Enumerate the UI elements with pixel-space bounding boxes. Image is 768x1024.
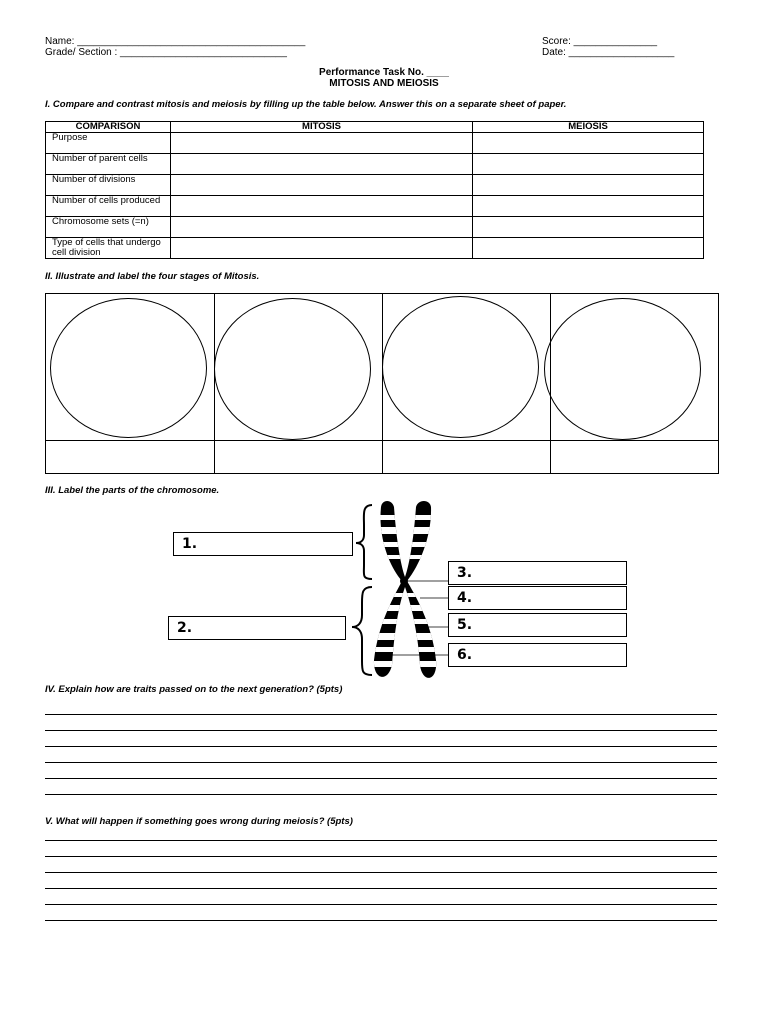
answer-line[interactable] — [45, 904, 717, 905]
part2-instruction: II. Illustrate and label the four stages of Mitosis. — [45, 271, 260, 282]
label-box-5[interactable]: 5. — [448, 613, 627, 637]
mitosis-stages-grid — [45, 293, 719, 474]
meiosis-answer-cell[interactable] — [473, 175, 704, 196]
table-header-row — [46, 122, 704, 133]
table-row — [46, 154, 704, 175]
answer-line[interactable] — [45, 714, 717, 715]
mitosis-answer-cell[interactable] — [171, 175, 473, 196]
centromere — [400, 577, 408, 585]
score-field[interactable]: Score: _______________ — [542, 36, 658, 47]
mitosis-answer-cell[interactable] — [171, 217, 473, 238]
part5-instruction: V. What will happen if something goes wrong during meiosis? (5pts) — [45, 816, 353, 827]
answer-line[interactable] — [45, 872, 717, 873]
stage-label-cell[interactable] — [214, 441, 382, 474]
label-box-1[interactable]: 1. — [173, 532, 353, 556]
table-row — [46, 217, 704, 238]
chromosome-diagram — [0, 495, 768, 715]
answer-line[interactable] — [45, 888, 717, 889]
row-label: Number of cells produced — [46, 196, 171, 217]
meiosis-answer-cell[interactable] — [473, 217, 704, 238]
stage-drawing-circle[interactable] — [382, 296, 539, 438]
table-row — [46, 133, 704, 154]
stage-label-cell[interactable] — [382, 441, 550, 474]
part3-instruction: III. Label the parts of the chromosome. — [45, 485, 220, 496]
column-header: MITOSIS — [171, 122, 473, 133]
row-label: Chromosome sets (=n) — [46, 217, 171, 238]
meiosis-answer-cell[interactable] — [473, 133, 704, 154]
table-row — [46, 238, 704, 259]
date-field[interactable]: Date: ___________________ — [542, 47, 675, 58]
part4-instruction: IV. Explain how are traits passed on to the next generation? (5pts) — [45, 684, 343, 695]
stage-label-cell[interactable] — [550, 441, 718, 474]
mitosis-answer-cell[interactable] — [171, 196, 473, 217]
row-label: Number of divisions — [46, 175, 171, 196]
label-box-4[interactable]: 4. — [448, 586, 627, 610]
lower-arm-brace — [352, 587, 372, 675]
stage-label-cell[interactable] — [46, 441, 214, 474]
table-row — [46, 175, 704, 196]
part1-instruction: I. Compare and contrast mitosis and meiosis by filling up the table below. Answer this on a separate sheet of paper. — [45, 99, 567, 110]
stage-drawing-circle[interactable] — [544, 298, 701, 440]
label-box-2[interactable]: 2. — [168, 616, 346, 640]
label-box-6[interactable]: 6. — [448, 643, 627, 667]
mitosis-answer-cell[interactable] — [171, 238, 473, 259]
meiosis-answer-cell[interactable] — [473, 238, 704, 259]
table-row — [46, 196, 704, 217]
stage-drawing-circle[interactable] — [214, 298, 371, 440]
page-title: MITOSIS AND MEIOSIS — [329, 78, 439, 89]
meiosis-answer-cell[interactable] — [473, 196, 704, 217]
answer-line[interactable] — [45, 762, 717, 763]
comparison-table — [45, 121, 704, 259]
answer-line[interactable] — [45, 794, 717, 795]
task-title: Performance Task No. ____ — [319, 67, 449, 78]
answer-line[interactable] — [45, 856, 717, 857]
answer-line[interactable] — [45, 778, 717, 779]
mitosis-answer-cell[interactable] — [171, 133, 473, 154]
upper-arm-brace — [356, 505, 372, 579]
stage-drawing-circle[interactable] — [50, 298, 207, 438]
name-field[interactable]: Name: _________________________________________ — [45, 36, 306, 47]
meiosis-answer-cell[interactable] — [473, 154, 704, 175]
row-label: Type of cells that undergo cell division — [46, 238, 171, 259]
column-header: MEIOSIS — [473, 122, 704, 133]
column-header: COMPARISON — [46, 122, 171, 133]
answer-line[interactable] — [45, 746, 717, 747]
row-label: Purpose — [46, 133, 171, 154]
mitosis-answer-cell[interactable] — [171, 154, 473, 175]
row-label: Number of parent cells — [46, 154, 171, 175]
label-box-3[interactable]: 3. — [448, 561, 627, 585]
answer-line[interactable] — [45, 840, 717, 841]
answer-line[interactable] — [45, 730, 717, 731]
answer-line[interactable] — [45, 920, 717, 921]
grade-section-field[interactable]: Grade/ Section : ______________________________ — [45, 47, 287, 58]
